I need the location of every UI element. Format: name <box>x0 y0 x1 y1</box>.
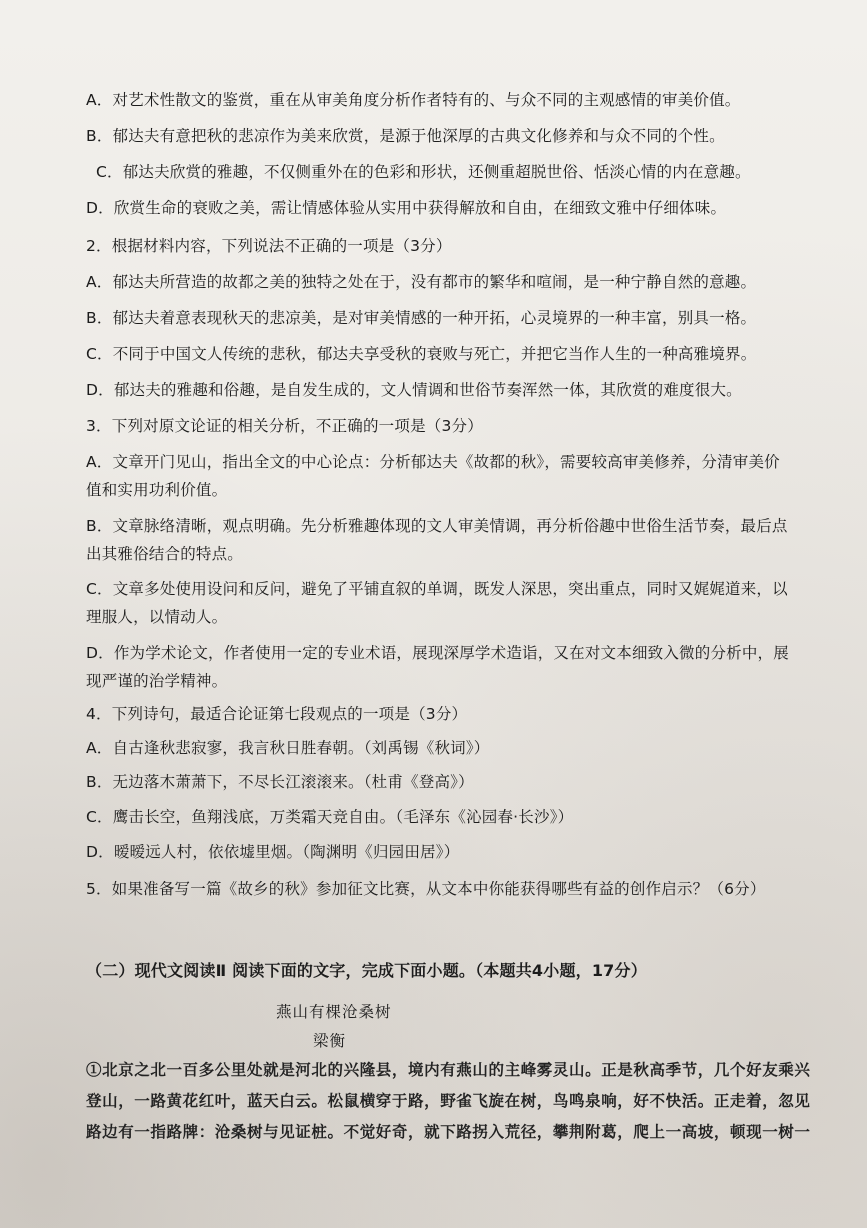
option-4b: B．无边落木萧萧下，不尽长江滚滚来。（杜甫《登高》） <box>86 773 474 791</box>
section-heading: （二）现代文阅读Ⅱ 阅读下面的文字，完成下面小题。（本题共4小题，17分） <box>86 961 647 980</box>
question-4: 4．下列诗句，最适合论证第七段观点的一项是（3分） <box>86 705 468 723</box>
option-1b: B．郁达夫有意把秋的悲凉作为美来欣赏，是源于他深厚的古典文化修养和与众不同的个性。 <box>86 127 725 145</box>
option-2d: D．郁达夫的雅趣和俗趣，是自发生成的，文人情调和世俗节奏浑然一体，其欣赏的难度很大。 <box>86 381 742 399</box>
option-4a: A．自古逢秋悲寂寥，我言秋日胜春朝。（刘禹锡《秋词》） <box>86 739 490 757</box>
article-paragraph-line-1: ①北京之北一百多公里处就是河北的兴隆县，境内有燕山的主峰雾灵山。正是秋高季节，几个好友乘兴 <box>86 1060 811 1079</box>
option-3b-line1: B．文章脉络清晰，观点明确。先分析雅趣体现的文人审美情调，再分析俗趣中世俗生活节奏，最后点 <box>86 517 788 535</box>
option-3c-line2: 理服人，以情动人。 <box>86 608 228 626</box>
option-2b: B．郁达夫着意表现秋天的悲凉美，是对审美情感的一种开拓，心灵境界的一种丰富，别具一格。 <box>86 309 757 327</box>
question-5: 5．如果准备写一篇《故乡的秋》参加征文比赛，从文本中你能获得哪些有益的创作启示？（6分） <box>86 880 766 898</box>
article-paragraph-line-3: 路边有一指路牌：沧桑树与见证桩。不觉好奇，就下路拐入荒径，攀荆附葛，爬上一高坡，顿现一树一 <box>86 1122 811 1141</box>
article-paragraph-line-2: 登山，一路黄花红叶，蓝天白云。松鼠横穿于路，野雀飞旋在树，鸟鸣泉响，好不快活。正走着，忽见 <box>86 1091 811 1110</box>
option-3d-line1: D．作为学术论文，作者使用一定的专业术语，展现深厚学术造诣，又在对文本细致入微的分析中，展 <box>86 644 789 662</box>
option-3c-line1: C．文章多处使用设问和反问，避免了平铺直叙的单调，既发人深思，突出重点，同时又娓娓道来，以 <box>86 580 788 598</box>
option-1a: A．对艺术性散文的鉴赏，重在从审美角度分析作者特有的、与众不同的主观感情的审美价值。 <box>86 91 741 109</box>
option-3b-line2: 出其雅俗结合的特点。 <box>86 545 244 563</box>
option-3a-line1: A．文章开门见山，指出全文的中心论点：分析郁达夫《故都的秋》，需要较高审美修养，分清审美价 <box>86 453 780 471</box>
article-title: 燕山有棵沧桑树 <box>276 1003 392 1021</box>
option-2a: A．郁达夫所营造的故都之美的独特之处在于，没有都市的繁华和喧闹，是一种宁静自然的意趣。 <box>86 273 757 291</box>
option-1d: D．欣赏生命的衰败之美，需让情感体验从实用中获得解放和自由，在细致文雅中仔细体味。 <box>86 199 727 217</box>
article-author: 梁衡 <box>313 1032 347 1050</box>
option-4c: C．鹰击长空，鱼翔浅底，万类霜天竞自由。（毛泽东《沁园春·长沙》） <box>86 808 574 826</box>
option-2c: C．不同于中国文人传统的悲秋，郁达夫享受秋的衰败与死亡，并把它当作人生的一种高雅境界。 <box>86 345 757 363</box>
option-3d-line2: 现严谨的治学精神。 <box>86 672 228 690</box>
option-4d: D．暧暧远人村，依依墟里烟。（陶渊明《归园田居》） <box>86 843 460 861</box>
question-3: 3．下列对原文论证的相关分析，不正确的一项是（3分） <box>86 417 483 435</box>
option-3a-line2: 值和实用功利价值。 <box>86 481 228 499</box>
question-2: 2．根据材料内容，下列说法不正确的一项是（3分） <box>86 237 452 255</box>
option-1c: C．郁达夫欣赏的雅趣，不仅侧重外在的色彩和形状，还侧重超脱世俗、恬淡心情的内在意趣。 <box>96 163 751 181</box>
